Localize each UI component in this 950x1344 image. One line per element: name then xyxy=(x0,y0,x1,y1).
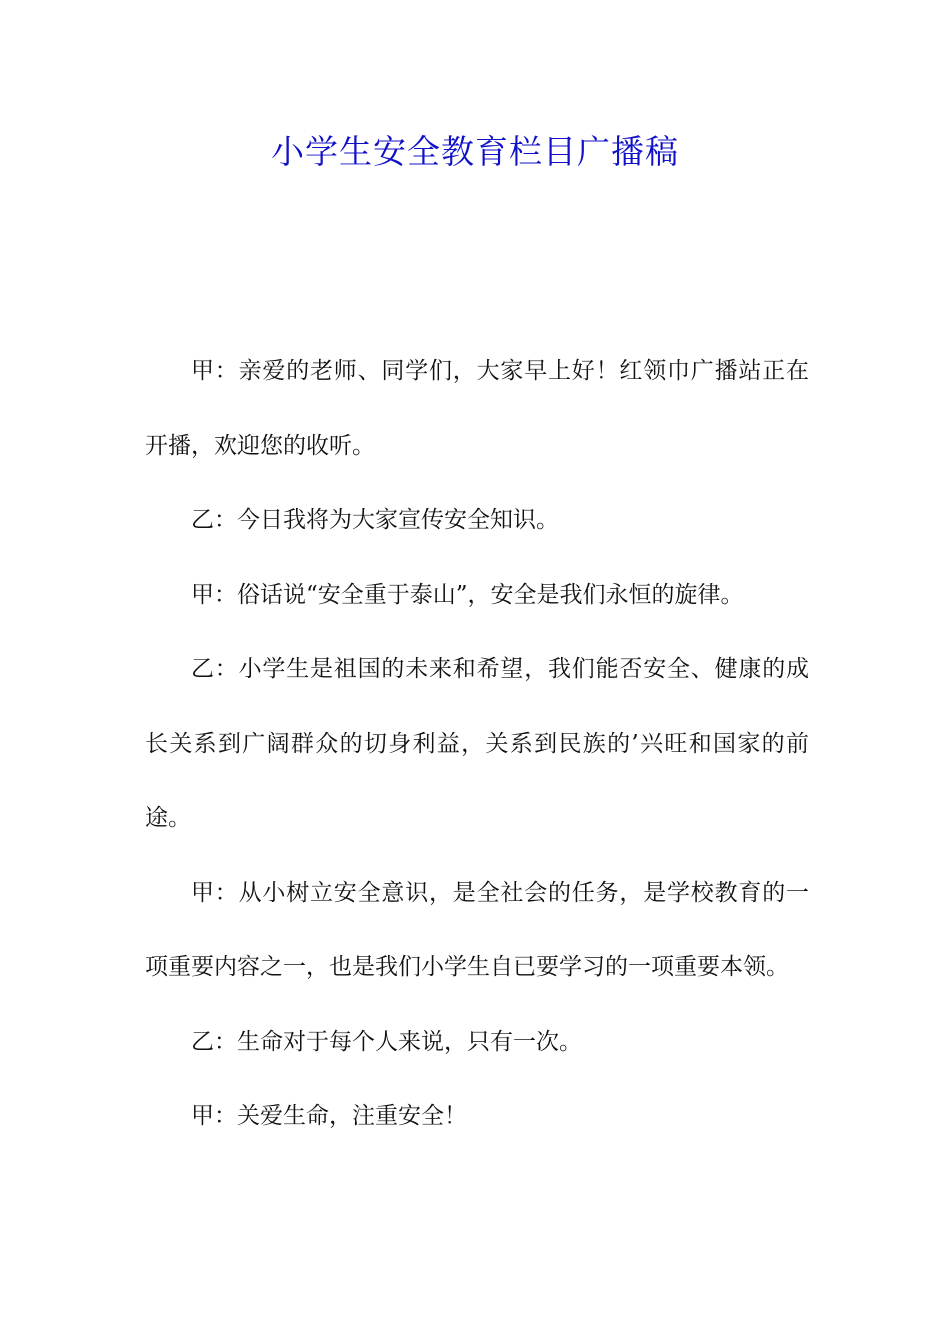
paragraph: 甲：亲爱的老师、同学们，大家早上好！红领巾广播站正在开播，欢迎您的收听。 xyxy=(145,358,809,459)
paragraph: 甲：俗话说“安全重于泰山”，安全是我们永恒的旋律。 xyxy=(191,581,744,608)
paragraph: 乙：生命对于每个人来说，只有一次。 xyxy=(191,1028,582,1055)
paragraph: 甲：关爱生命，注重安全！ xyxy=(191,1103,467,1129)
document-body xyxy=(145,334,809,1154)
paragraph: 乙：今日我将为大家宣传安全知识。 xyxy=(191,507,559,533)
paragraph: 乙：小学生是祖国的未来和希望，我们能否安全、健康的成长关系到广阔群众的切身利益，关系到民族的’兴旺和国家的前途。 xyxy=(145,656,809,831)
paragraph: 甲：从小树立安全意识，是全社会的任务，是学校教育的一项重要内容之一，也是我们小学生自已要学习的一项重要本领。 xyxy=(145,879,809,980)
document-title: 小学生安全教育栏目广播稿 xyxy=(271,132,679,171)
